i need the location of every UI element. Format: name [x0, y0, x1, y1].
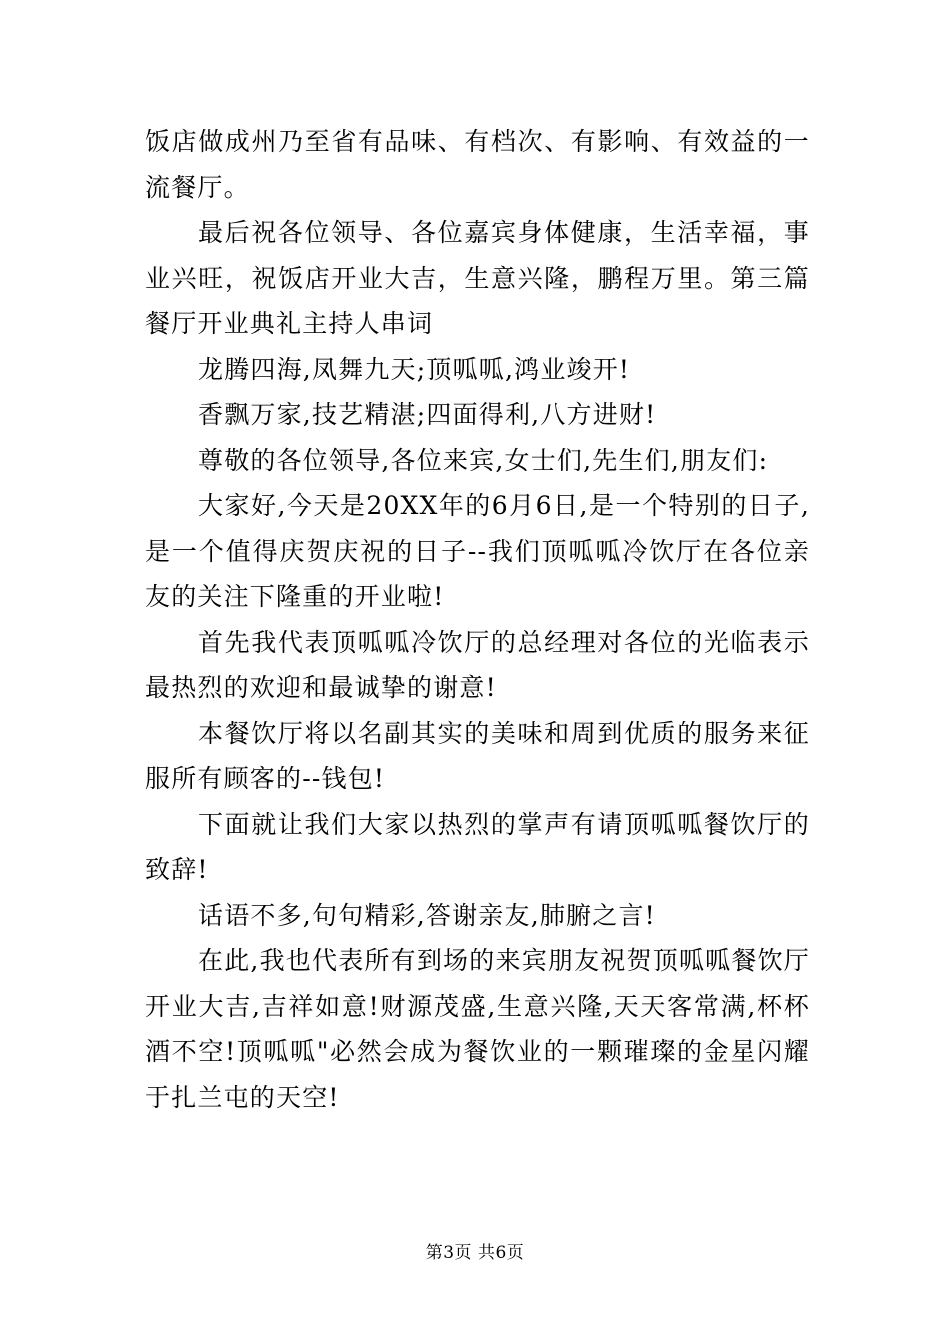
paragraph-10: 话语不多,句句精彩,答谢亲友,肺腑之言! [198, 900, 656, 930]
paragraph-1: 饭店做成州乃至省有品味、有档次、有影响、有效益的一流餐厅。 [145, 127, 810, 202]
paragraph-6: 大家好,今天是20XX年的6月6日,是一个特别的日子,是一个值得庆贺庆祝的日子--我们顶呱呱冷饮厅在各位亲友的关注下隆重的开业啦! [145, 491, 810, 611]
paragraph-4: 香飘万家,技艺精湛;四面得利,八方进财! [198, 400, 657, 429]
paragraph-11: 在此,我也代表所有到场的来宾朋友祝贺顶呱呱餐饮厅开业大吉,吉祥如意!财源茂盛,生意兴隆,天天客常满,杯杯酒不空!顶呱呱"必然会成为餐饮业的一颗璀璨的金星闪耀于扎兰屯的天空! [145, 946, 810, 1112]
paragraph-8: 本餐饮厅将以名副其实的美味和周到优质的服务来征服所有顾客的--钱包! [145, 718, 810, 793]
paragraph-9: 下面就让我们大家以热烈的掌声有请顶呱呱餐饮厅的致辞! [145, 809, 810, 884]
paragraph-5: 尊敬的各位领导,各位来宾,女士们,先生们,朋友们: [198, 445, 769, 475]
paragraph-2: 最后祝各位领导、各位嘉宾身体健康，生活幸福，事业兴旺，祝饭店开业大吉，生意兴隆，鹏程万里。第三篇餐厅开业典礼主持人串词 [145, 218, 810, 338]
page-number-label: 第3页 共6页 [425, 1243, 525, 1263]
page-footer [0, 1242, 950, 1264]
paragraph-3: 龙腾四海,凤舞九天;顶呱呱,鸿业竣开! [198, 354, 631, 384]
paragraph-7: 首先我代表顶呱呱冷饮厅的总经理对各位的光临表示最热烈的欢迎和最诚挚的谢意! [145, 627, 810, 702]
document-body [145, 119, 810, 1120]
